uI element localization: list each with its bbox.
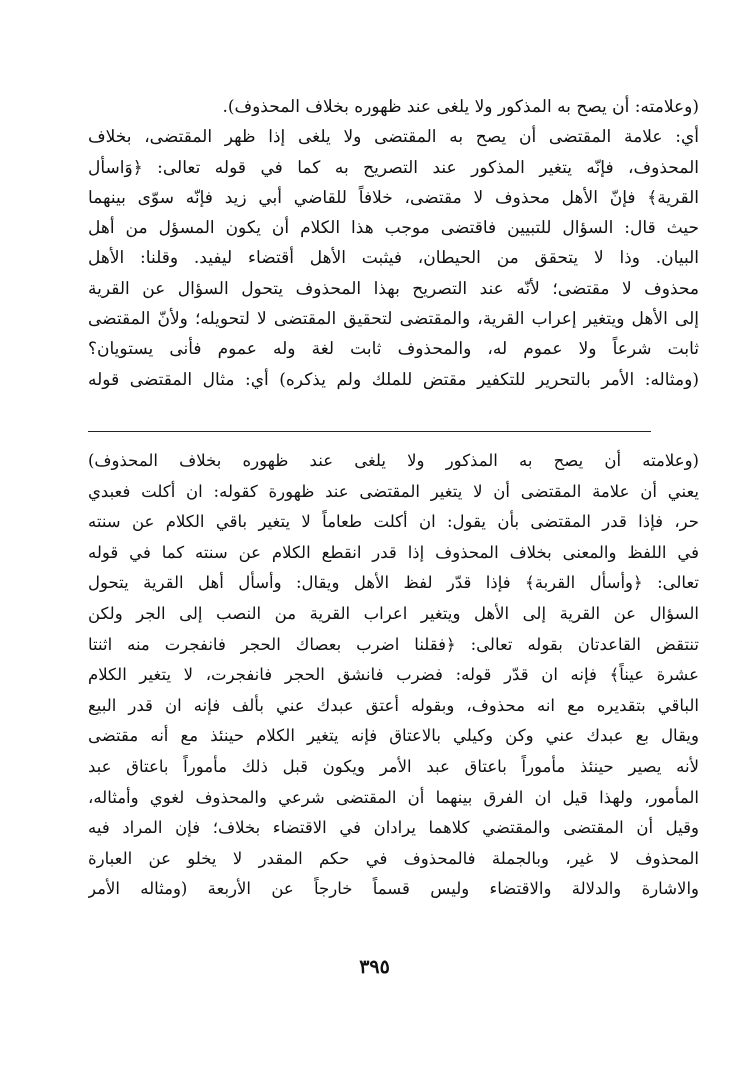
footnote-line: (وعلامته أن يصح به المذكور ولا يلغى عند ظهوره بخلاف المحذوف) xyxy=(88,451,699,470)
footnote-line: تنتقض القاعدتان بقوله تعالى: ﴿فقلنا اضرب بعصاك الحجر فانفجرت منه اثنتا xyxy=(88,634,699,654)
main-text-line: حيث قال: السؤال للتبيين فاقتضى موجب هذا الكلام أن يكون المسؤل من أهل xyxy=(88,218,699,239)
main-text-line: ثابت شرعاً ولا عموم له، والمحذوف ثابت لغة وله عموم فأنى يستويان؟ xyxy=(88,339,699,360)
main-text-line: القرية﴾ فإنّ الأهل محذوف لا مقتضى، خلافاً للقاضي أبي زيد فإنّه سوّى بينهما xyxy=(88,187,699,208)
main-text xyxy=(88,92,699,395)
main-text-line: (وعلامته: أن يصح به المذكور ولا يلغى عند ظهوره بخلاف المحذوف). xyxy=(222,97,699,117)
footnote-line: تعالى: ﴿وأسأل القربة﴾ فإذا قدّر لفظ الأهل ويقال: وأسأل أهل القرية يتحول xyxy=(88,573,699,593)
footnote-divider xyxy=(88,431,651,432)
main-text-line: المحذوف، فإنّه يتغير المذكور عند التصريح به كما في قوله تعالى: ﴿وَاسأل xyxy=(88,157,699,178)
footnote-commentary xyxy=(88,446,699,905)
footnote-line: وقيل أن المقتضى والمقتضي كلاهما يرادان في الاقتضاء بخلاف؛ فإن المراد فيه xyxy=(88,818,699,838)
main-text-line: إلى الأهل ويتغير إعراب القرية، والمقتضى لتحقيق المقتضى لا لتحويله؛ ولأنّ المقتضى xyxy=(88,309,699,330)
footnote-line: المأمور، ولهذا قيل ان الفرق بينهما أن المقتضى شرعي والمحذوف لغوي وأمثاله، xyxy=(88,787,699,807)
footnote-line: ويقال بع عبدك عني وكن وكيلي بالاعتاق فإنه يتغير الكلام حينئذ مع أنه مقتضى xyxy=(88,726,699,746)
footnote-line: لأنه يصير حينئذ مأموراً باعتاق عبد الأمر ويكون قبل ذلك مأموراً باعتاق عبد xyxy=(88,756,699,776)
main-text-line: البيان. وذا لا يتحقق من الحيطان، فيثبت الأهل أقتضاء ليفيد. وقلنا: الأهل xyxy=(88,248,699,269)
main-text-line: محذوف لا مقتضى؛ لأنّه عند التصريح بهذا المحذوف يتحول السؤال عن القرية xyxy=(88,278,699,299)
page-number: ٣٩٥ xyxy=(359,956,390,978)
footnote-line: عشرة عيناً﴾ فإنه ان قدّر قوله: فضرب فانشق الحجر فانفجرت، لا يتغير الكلام xyxy=(88,665,699,685)
footnote-line: المحذوف لا غير، وبالجملة فالمحذوف في حكم المقدر لا يخلو عن العبارة xyxy=(88,848,699,868)
main-text-line: (ومثاله: الأمر بالتحرير للتكفير مقتض للملك ولم يذكره) أي: مثال المقتضى قوله xyxy=(88,369,699,390)
footnote-line: يعني أن علامة المقتضى أن لا يتغير المقتضى عند ظهورة كقوله: ان أكلت فعبدي xyxy=(88,481,699,501)
footnote-line: والاشارة والدلالة والاقتضاء وليس قسماً خارجاً عن الأربعة (ومثاله الأمر xyxy=(88,879,699,899)
main-text-line: أي: علامة المقتضى أن يصح به المقتضى ولا يلغى إذا ظهر المقتضى، بخلاف xyxy=(88,127,699,148)
footnote-line: السؤال عن القرية إلى الأهل ويتغير اعراب القرية من النصب إلى الجر ولكن xyxy=(88,603,699,623)
footnote-line: في اللفظ والمعنى بخلاف المحذوف إذا قدر انقطع الكلام عن سنته كما في قوله xyxy=(88,542,699,562)
footnote-line: حر، فإذا قدر المقتضى بأن يقول: ان أكلت طعاماً لا يتغير باقي الكلام عن سنته xyxy=(88,512,699,532)
footnote-line: الباقي بتقديره مع انه محذوف، وبقوله أعتق عبدك عني بألف فإنه ان قدر البيع xyxy=(88,695,699,715)
